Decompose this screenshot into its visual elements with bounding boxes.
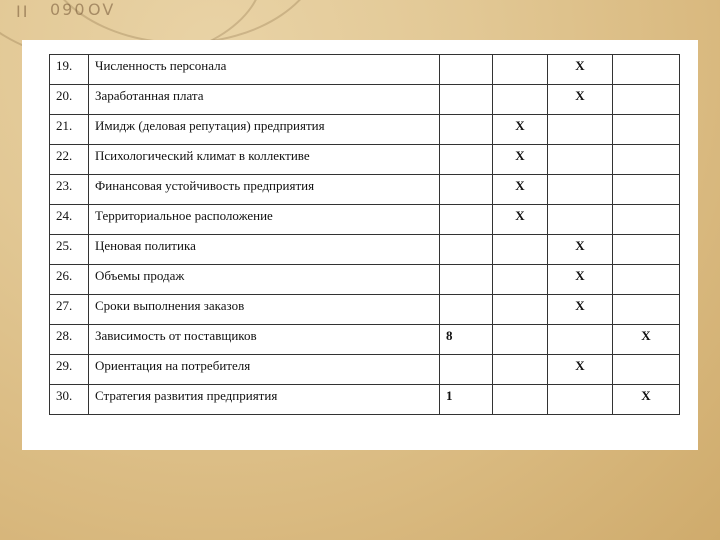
factor-name: Зависимость от поставщиков [89, 325, 440, 355]
mark-cell [493, 235, 548, 265]
score-cell [440, 235, 493, 265]
score-cell [440, 175, 493, 205]
row-number: 28. [50, 325, 89, 355]
score-cell [440, 355, 493, 385]
table-row [50, 85, 680, 115]
row-number: 30. [50, 385, 89, 415]
factor-name: Имидж (деловая репутация) предприятия [89, 115, 440, 145]
mark-cell [613, 295, 680, 325]
mark-cell [613, 235, 680, 265]
mark-cell: X [493, 205, 548, 235]
factor-name: Стратегия развития предприятия [89, 385, 440, 415]
row-number: 27. [50, 295, 89, 325]
mark-cell: X [613, 385, 680, 415]
mark-cell [493, 265, 548, 295]
mark-cell [548, 205, 613, 235]
score-cell [440, 85, 493, 115]
score-cell [440, 295, 493, 325]
table-row [50, 115, 680, 145]
score-cell [440, 115, 493, 145]
mark-cell [493, 295, 548, 325]
row-number: 22. [50, 145, 89, 175]
mark-cell [613, 175, 680, 205]
mark-cell [613, 115, 680, 145]
row-number: 20. [50, 85, 89, 115]
score-cell [440, 55, 493, 85]
mark-cell: X [493, 115, 548, 145]
score-cell [440, 205, 493, 235]
factor-name: Сроки выполнения заказов [89, 295, 440, 325]
mark-cell [548, 385, 613, 415]
factors-table [49, 54, 680, 415]
mark-cell [493, 355, 548, 385]
row-number: 21. [50, 115, 89, 145]
factor-name: Территориальное расположение [89, 205, 440, 235]
mark-cell: X [548, 85, 613, 115]
table-row [50, 55, 680, 85]
background-text: ⅠⅠ [16, 2, 30, 21]
row-number: 26. [50, 265, 89, 295]
slide-content [22, 40, 698, 450]
mark-cell: X [548, 295, 613, 325]
factor-name: Ценовая политика [89, 235, 440, 265]
factor-name: Заработанная плата [89, 85, 440, 115]
factor-name: Психологический климат в коллективе [89, 145, 440, 175]
mark-cell [493, 85, 548, 115]
mark-cell: X [548, 265, 613, 295]
mark-cell [493, 385, 548, 415]
background-text: 090 [50, 0, 87, 19]
score-cell: 8 [440, 325, 493, 355]
table-row [50, 145, 680, 175]
table-row [50, 235, 680, 265]
row-number: 19. [50, 55, 89, 85]
table-row [50, 265, 680, 295]
mark-cell [613, 85, 680, 115]
mark-cell [613, 205, 680, 235]
row-number: 25. [50, 235, 89, 265]
mark-cell [613, 265, 680, 295]
background-text: OV [88, 0, 116, 19]
mark-cell [548, 325, 613, 355]
mark-cell: X [493, 145, 548, 175]
table-row [50, 385, 680, 415]
mark-cell [493, 325, 548, 355]
mark-cell [548, 145, 613, 175]
mark-cell [548, 115, 613, 145]
mark-cell: X [548, 355, 613, 385]
table-row [50, 355, 680, 385]
mark-cell [613, 145, 680, 175]
score-cell: 1 [440, 385, 493, 415]
mark-cell [493, 55, 548, 85]
mark-cell [613, 55, 680, 85]
row-number: 23. [50, 175, 89, 205]
mark-cell: X [548, 235, 613, 265]
score-cell [440, 265, 493, 295]
mark-cell [613, 355, 680, 385]
mark-cell: X [613, 325, 680, 355]
mark-cell [548, 175, 613, 205]
mark-cell: X [493, 175, 548, 205]
factor-name: Финансовая устойчивость предприятия [89, 175, 440, 205]
factor-name: Численность персонала [89, 55, 440, 85]
table-row [50, 205, 680, 235]
row-number: 29. [50, 355, 89, 385]
row-number: 24. [50, 205, 89, 235]
score-cell [440, 145, 493, 175]
table-row [50, 175, 680, 205]
table-row [50, 325, 680, 355]
factor-name: Объемы продаж [89, 265, 440, 295]
table-row [50, 295, 680, 325]
factor-name: Ориентация на потребителя [89, 355, 440, 385]
mark-cell: X [548, 55, 613, 85]
